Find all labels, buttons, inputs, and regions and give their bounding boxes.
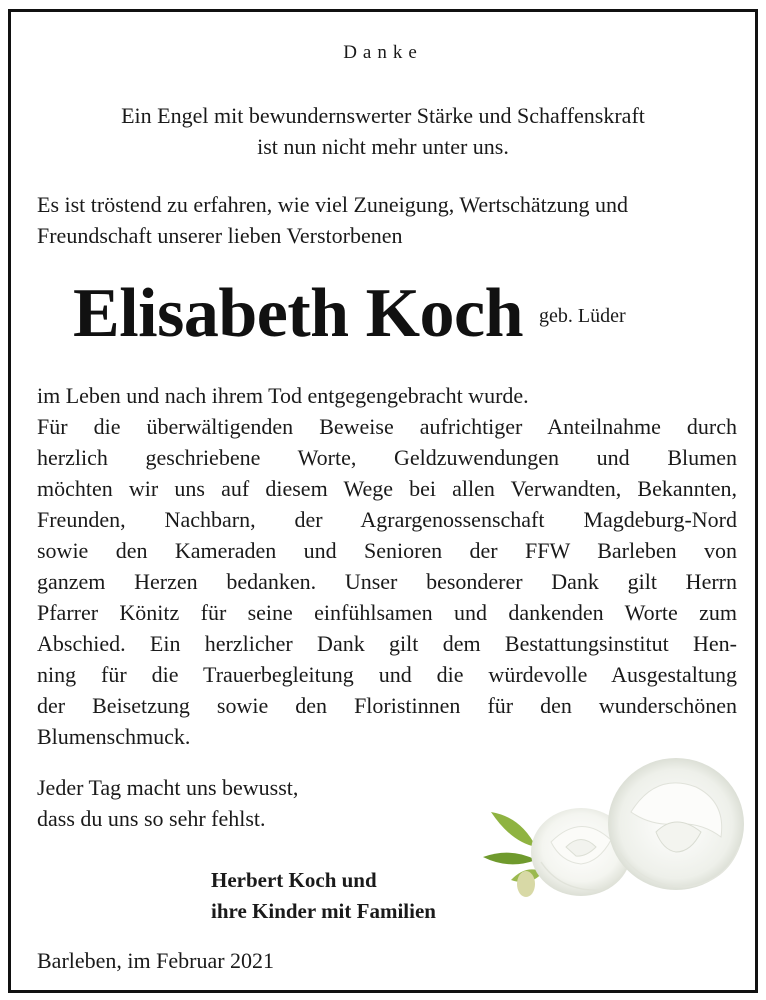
signature-line-2: ihre Kinder mit Familien (211, 899, 436, 923)
intro-line-2: ist nun nicht mehr unter uns. (257, 134, 509, 159)
body-line: möchten wir uns auf diesem Wege bei allen Verwandten, Bekannten, (37, 476, 737, 501)
place-date: Barleben, im Februar 2021 (37, 948, 275, 973)
deceased-name: Elisabeth Koch (73, 275, 524, 352)
opening-paragraph (37, 189, 737, 251)
heading: Danke (343, 42, 423, 63)
body-line: herzlich geschriebene Worte, Geldzuwendungen und Blumen (37, 445, 737, 470)
body-line: sowie den Kameraden und Senioren der FFW Barleben von (37, 538, 737, 563)
signature-line-1: Herbert Koch und (211, 868, 377, 892)
body-paragraph (37, 380, 737, 752)
body-line: Abschied. Ein herzlicher Dank gilt dem Bestattungsinstitut Hen- (37, 631, 737, 656)
opening-line-1: Es ist tröstend zu erfahren, wie viel Zuneigung, Wertschätzung und (37, 192, 629, 217)
body-line: im Leben und nach ihrem Tod entgegengebracht wurde. (37, 383, 529, 408)
signature (211, 865, 436, 927)
body-line: der Beisetzung sowie den Floristinnen für den wunderschönen (37, 693, 737, 718)
body-line: ning für die Trauerbegleitung und die würdevolle Ausgestaltung (37, 662, 737, 687)
notice-frame (8, 9, 758, 993)
intro-text (11, 100, 755, 162)
birth-name: geb. Lüder (539, 305, 626, 327)
body-line: Freunden, Nachbarn, der Agrargenossenschaft Magdeburg-Nord (37, 507, 737, 532)
closing-line-2: dass du uns so sehr fehlst. (37, 806, 266, 831)
deceased-name-row (73, 274, 733, 354)
body-line: Pfarrer Könitz für seine einfühlsamen und dankenden Worte zum (37, 600, 737, 625)
body-line: ganzem Herzen bedanken. Unser besonderer Dank gilt Herrn (37, 569, 737, 594)
body-line: Blumenschmuck. (37, 724, 191, 749)
closing-line-1: Jeder Tag macht uns bewusst, (37, 775, 299, 800)
opening-line-2: Freundschaft unserer lieben Verstorbenen (37, 223, 403, 248)
white-roses-image (481, 752, 751, 912)
body-line: Für die überwältigenden Beweise aufrichtiger Anteilnahme durch (37, 414, 737, 439)
intro-line-1: Ein Engel mit bewundernswerter Stärke und Schaffenskraft (121, 103, 645, 128)
